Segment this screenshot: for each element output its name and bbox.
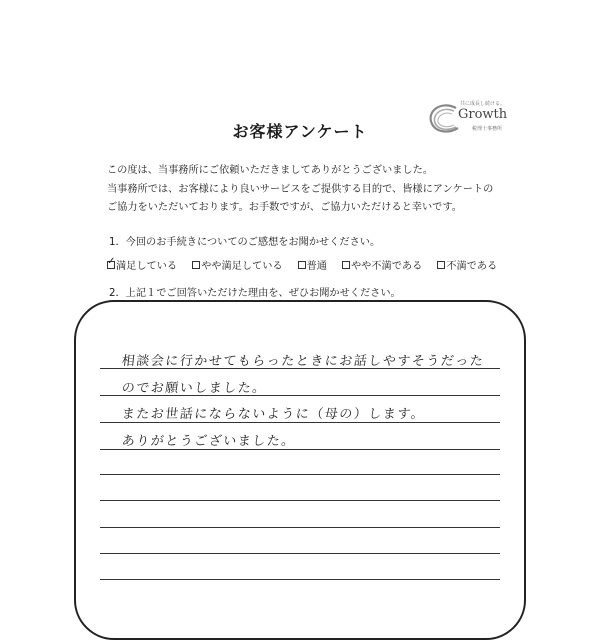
option-neutral[interactable] — [298, 257, 327, 272]
swoosh-logo-icon — [426, 102, 462, 136]
survey-title: お客様アンケート — [232, 122, 368, 141]
intro-line: ご協力をいただいております。お手数ですが、ご協力いただけると幸いです。 — [107, 202, 462, 213]
checkbox-icon[interactable] — [437, 261, 445, 269]
ruled-line — [100, 422, 500, 423]
ruled-line — [100, 449, 500, 450]
option-label: 普通 — [306, 261, 327, 272]
checkbox-icon[interactable] — [298, 261, 306, 269]
growth-logo — [426, 100, 526, 142]
option-dissatisfied[interactable] — [437, 257, 497, 272]
satisfaction-options — [107, 257, 512, 272]
intro-line: 当事務所では、お客様により良いサービスをご提供する目的で、皆様にアンケートの — [107, 183, 494, 195]
intro-paragraph — [107, 162, 507, 218]
option-label: 満足している — [116, 261, 178, 272]
checkbox-icon[interactable] — [192, 261, 200, 269]
handwritten-answer-line: 相談会に行かせてもらったときにお話しやすそうだった — [121, 354, 486, 369]
logo-tagline: 共に成長し続ける。 — [460, 101, 506, 107]
option-satisfied[interactable] — [107, 257, 177, 272]
option-label: やや満足している — [201, 261, 283, 272]
option-somewhat-satisfied[interactable] — [192, 257, 283, 272]
checkbox-checked-icon[interactable] — [107, 261, 115, 269]
logo-subtitle: 税理士事務所 — [472, 126, 503, 132]
option-label: やや不満である — [351, 261, 423, 272]
question-1: 1．今回のお手続きについてのご感想をお聞かせください。 — [109, 237, 381, 248]
logo-name: Growth — [458, 107, 508, 122]
handwritten-answer-line: ありがとうございました。 — [121, 434, 297, 449]
ruled-line — [100, 553, 500, 554]
question-2: 2．上記１でご回答いただけた理由を、ぜひお聞かせください。 — [109, 288, 401, 299]
ruled-line — [100, 474, 500, 475]
handwritten-answer-line: のでお願いしました。 — [121, 381, 268, 396]
ruled-line — [100, 527, 500, 528]
option-somewhat-dissatisfied[interactable] — [342, 257, 422, 272]
ruled-line — [100, 579, 500, 580]
intro-line: この度は、当事務所にご依頼いただきましてありがとうございました。 — [107, 165, 433, 176]
handwritten-answer-line: またお世話にならないように（母の）します。 — [121, 407, 427, 422]
option-label: 不満である — [446, 261, 498, 272]
checkbox-icon[interactable] — [342, 261, 350, 269]
ruled-line — [100, 500, 500, 501]
